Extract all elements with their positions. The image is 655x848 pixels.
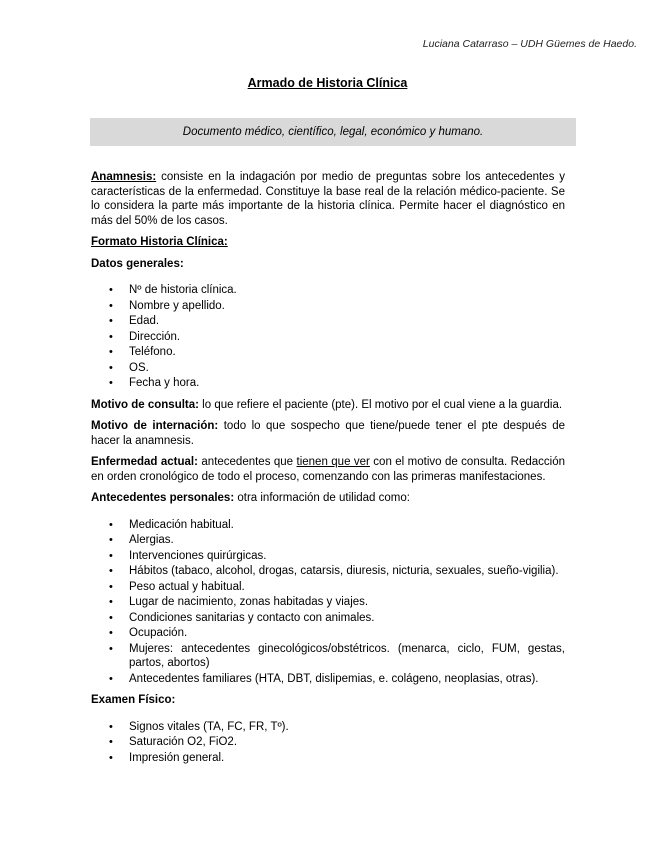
motivo-consulta-paragraph: [91, 398, 565, 413]
document-body: [91, 170, 565, 772]
list-item: • Signos vitales (TA, FC, FR, Tº).: [129, 720, 565, 735]
motivo-consulta-text: lo que refiere el paciente (pte). El motivo por el cual viene a la guardia.: [198, 398, 563, 411]
list-item: • Ocupación.: [129, 626, 565, 641]
list-item: • Medicación habitual.: [129, 518, 565, 533]
motivo-consulta-label: Motivo de consulta:: [91, 398, 199, 411]
list-item: • Antecedentes familiares (HTA, DBT, dislipemias, e. colágeno, neoplasias, otras).: [129, 672, 565, 687]
list-item: • Intervenciones quirúrgicas.: [129, 549, 565, 564]
enfermedad-actual-label: Enfermedad actual:: [91, 456, 198, 468]
enfermedad-actual-underlined: tienen que ver: [296, 456, 370, 468]
list-item: • Saturación O2, FiO2.: [129, 735, 565, 750]
list-item: • Lugar de nacimiento, zonas habitadas y viajes.: [129, 595, 565, 610]
enfermedad-actual-text-before: antecedentes que: [197, 456, 297, 468]
list-item: • Peso actual y habitual.: [129, 580, 565, 595]
list-item: • Dirección.: [129, 330, 565, 345]
datos-generales-list: [91, 283, 565, 391]
list-item: • Hábitos (tabaco, alcohol, drogas, catarsis, diuresis, nicturia, sexuales, sueño-vigilia).: [129, 564, 565, 579]
list-item: • Fecha y hora.: [129, 376, 565, 391]
enfermedad-actual-paragraph: [91, 455, 565, 484]
formato-heading: Formato Historia Clínica:: [91, 236, 228, 248]
antecedentes-personales-paragraph: [91, 491, 565, 506]
subtitle-banner: Documento médico, científico, legal, económico y humano.: [90, 118, 576, 146]
antecedentes-personales-list: [91, 518, 565, 687]
antecedentes-personales-label: Antecedentes personales:: [91, 492, 235, 504]
list-item: • Impresión general.: [129, 751, 565, 766]
examen-fisico-list: [91, 720, 565, 766]
antecedentes-personales-text: otra información de utilidad como:: [234, 492, 410, 504]
header-author: Luciana Catarraso – UDH Güemes de Haedo.: [422, 38, 637, 50]
motivo-internacion-paragraph: [91, 419, 565, 448]
list-item: • Mujeres: antecedentes ginecológicos/obstétricos. (menarca, ciclo, FUM, gestas, partos, abortos): [129, 642, 565, 671]
list-item: • Condiciones sanitarias y contacto con animales.: [129, 611, 565, 626]
motivo-internacion-label: Motivo de internación:: [91, 420, 219, 432]
anamnesis-label: Anamnesis:: [91, 171, 157, 183]
list-item: • OS.: [129, 361, 565, 376]
anamnesis-text: consiste en la indagación por medio de preguntas sobre los antecedentes y características de la enfermedad. Constituye la base real de la relación médico-paciente. Se lo considera la parte más importante de la historia clínica. Permite hacer el diagnóstico en más del 50% de los casos.: [91, 171, 565, 227]
list-item: • Nombre y apellido.: [129, 299, 565, 314]
list-item: • Teléfono.: [129, 345, 565, 360]
enfermedad-actual-text-after: con el motivo de consulta. Redacción en orden cronológico de todo el proceso, comenzando con las primeras manifestaciones.: [91, 456, 565, 483]
motivo-internacion-text: todo lo que sospecho que tiene/puede tener el pte después de hacer la anamnesis.: [91, 420, 565, 447]
page-title: Armado de Historia Clínica: [247, 76, 408, 90]
datos-generales-heading: Datos generales:: [91, 257, 184, 270]
list-item: • Alergias.: [129, 533, 565, 548]
list-item: • Edad.: [129, 314, 565, 329]
anamnesis-paragraph: [91, 170, 565, 228]
list-item: • Nº de historia clínica.: [129, 283, 565, 298]
examen-fisico-heading: Examen Físico:: [91, 694, 176, 706]
